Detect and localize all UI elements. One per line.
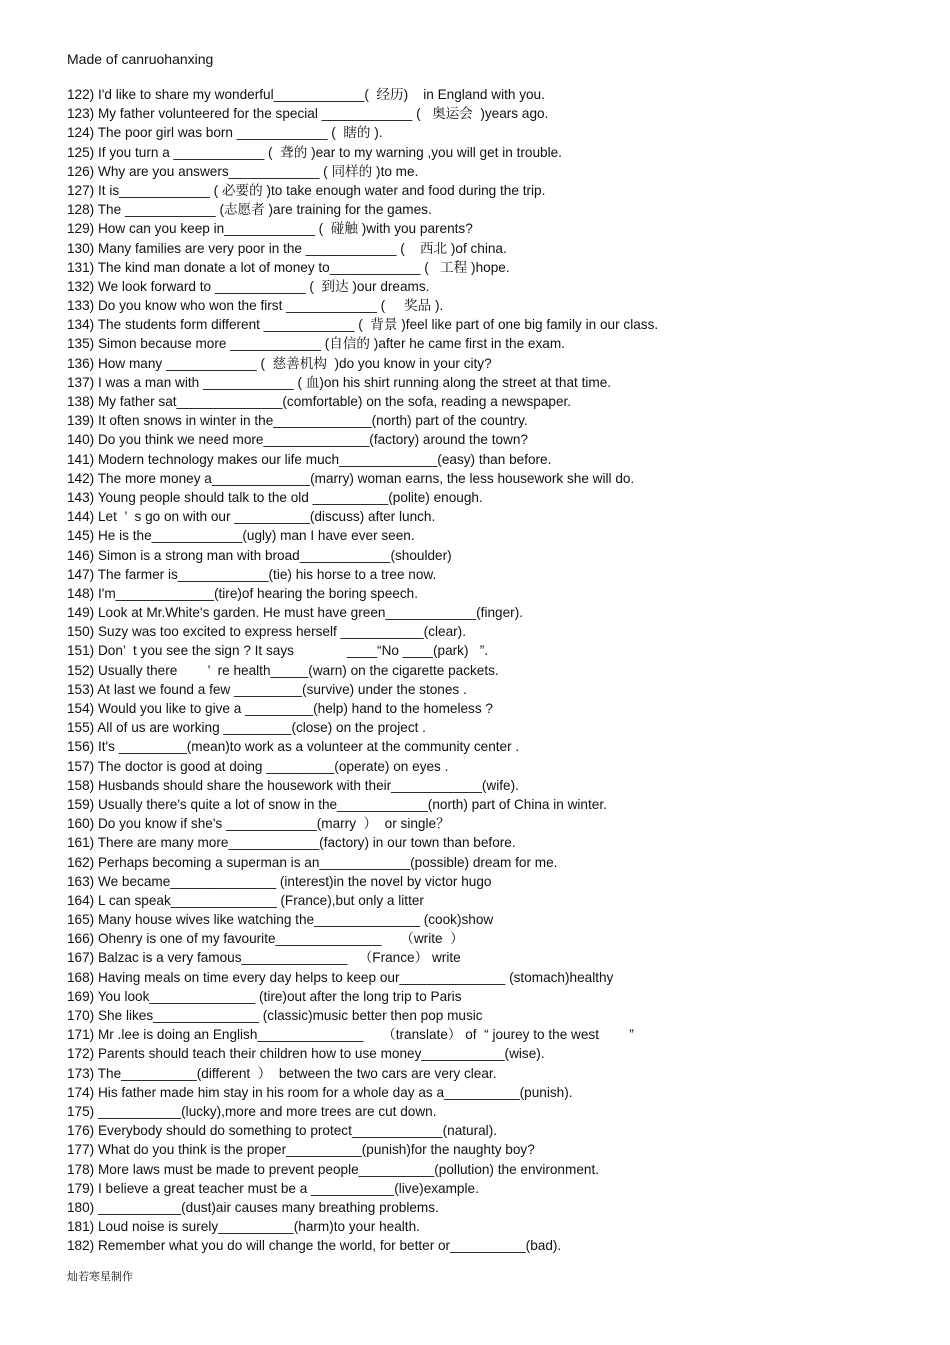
exercise-line: 171) Mr .lee is doing an English______________ （translate） of “ jourey to the west ” bbox=[67, 1027, 634, 1043]
exercise-line: 179) I believe a great teacher must be a ___________(live)example. bbox=[67, 1180, 479, 1196]
exercise-line: 124) The poor girl was born ____________ ( 瞎的 ). bbox=[67, 125, 383, 141]
exercise-line: 132) We look forward to ____________ ( 到达 )our dreams. bbox=[67, 278, 430, 294]
exercise-line: 141) Modern technology makes our life much_____________(easy) than before. bbox=[67, 451, 552, 467]
exercise-line: 138) My father sat______________(comfortable) on the sofa, reading a newspaper. bbox=[67, 394, 572, 409]
exercise-line: 163) We became______________ (interest)in the novel by victor hugo bbox=[67, 873, 492, 889]
exercise-line: 180) ___________(dust)air causes many breathing problems. bbox=[67, 1199, 439, 1215]
exercise-line: 162) Perhaps becoming a superman is an____________(possible) dream for me. bbox=[67, 854, 558, 870]
exercise-line: 153) At last we found a few _________(survive) under the stones . bbox=[67, 681, 467, 697]
exercise-line: 155) All of us are working _________(close) on the project . bbox=[67, 720, 426, 736]
exercise-line: 145) He is the____________(ugly) man I have ever seen. bbox=[67, 528, 415, 544]
exercise-line: 169) You look______________ (tire)out after the long trip to Paris bbox=[67, 988, 462, 1004]
exercise-line: 166) Ohenry is one of my favourite______________ （write ） bbox=[67, 931, 464, 947]
exercise-line: 142) The more money a_____________(marry) woman earns, the less housework she will do. bbox=[67, 470, 635, 486]
exercise-line: 133) Do you know who won the first ____________ ( 奖品 ). bbox=[67, 298, 444, 314]
page-footer: 灿若寒星制作 bbox=[67, 1270, 133, 1283]
exercise-line: 126) Why are you answers____________ ( 同样的 )to me. bbox=[67, 163, 419, 179]
exercise-line: 137) I was a man with ____________ ( 血)on his shirt running along the street at that time. bbox=[67, 374, 612, 390]
exercise-line: 175) ___________(lucky),more and more trees are cut down. bbox=[67, 1103, 437, 1119]
exercise-line: 123) My father volunteered for the special ____________ ( 奥运会 )years ago. bbox=[67, 106, 549, 122]
exercise-line: 139) It often snows in winter in the_____________(north) part of the country. bbox=[67, 413, 528, 429]
exercise-line: 182) Remember what you do will change the world, for better or__________(bad). bbox=[67, 1238, 562, 1254]
page-header: Made of canruohanxing bbox=[67, 51, 214, 67]
exercise-line: 178) More laws must be made to prevent people__________(pollution) the environment. bbox=[67, 1161, 599, 1177]
exercise-line: 158) Husbands should share the housework with their____________(wife). bbox=[67, 777, 519, 793]
exercise-line: 146) Simon is a strong man with broad____________(shoulder) bbox=[67, 547, 452, 563]
exercise-line: 154) Would you like to give a _________(help) hand to the homeless ? bbox=[67, 701, 493, 716]
exercise-line: 168) Having meals on time every day helps to keep our______________ (stomach)healthy bbox=[67, 969, 614, 985]
exercise-line: 167) Balzac is a very famous______________ （France） write bbox=[67, 950, 461, 966]
exercise-line: 172) Parents should teach their children how to use money___________(wise). bbox=[67, 1046, 545, 1062]
exercise-line: 148) I'm_____________(tire)of hearing the boring speech. bbox=[67, 585, 418, 601]
exercise-line: 134) The students form different ____________ ( 背景 )feel like part of one big family in our class. bbox=[67, 317, 659, 333]
exercise-line: 143) Young people should talk to the old __________(polite) enough. bbox=[67, 489, 483, 505]
exercise-line: 170) She likes______________ (classic)music better then pop music bbox=[67, 1008, 483, 1023]
exercise-line: 135) Simon because more ____________ (自信的 )after he came first in the exam. bbox=[67, 336, 565, 352]
exercise-line: 181) Loud noise is surely__________(harm)to your health. bbox=[67, 1219, 420, 1235]
exercise-line: 127) It is____________ ( 必要的 )to take enough water and food during the trip. bbox=[67, 182, 546, 198]
exercise-line: 177) What do you think is the proper__________(punish)for the naughty boy? bbox=[67, 1142, 535, 1158]
exercise-line: 159) Usually there's quite a lot of snow in the____________(north) part of China in winter. bbox=[67, 796, 607, 812]
exercise-line: 174) His father made him stay in his room for a whole day as a__________(punish). bbox=[67, 1084, 573, 1100]
exercise-line: 160) Do you know if she's ____________(marry ） or single？ bbox=[67, 816, 450, 832]
exercise-line: 136) How many ____________ ( 慈善机构 )do you know in your city? bbox=[67, 355, 492, 371]
exercise-line: 150) Suzy was too excited to express herself ___________(clear). bbox=[67, 624, 466, 640]
exercise-line: 164) L can speak______________ (France),but only a litter bbox=[67, 892, 424, 908]
exercise-line: 157) The doctor is good at doing _________(operate) on eyes . bbox=[67, 758, 449, 774]
exercise-line: 152) Usually there ’ re health_____(warn) on the cigarette packets. bbox=[67, 662, 499, 678]
exercise-list bbox=[67, 85, 907, 1255]
exercise-line: 125) If you turn a ____________ ( 聋的 )ear to my warning ,you will get in trouble. bbox=[67, 144, 562, 160]
exercise-line: 129) How can you keep in____________ ( 碰触 )with you parents? bbox=[67, 221, 473, 237]
exercise-line: 156) It's _________(mean)to work as a volunteer at the community center . bbox=[67, 739, 520, 755]
exercise-line: 173) The__________(different ） between the two cars are very clear. bbox=[67, 1065, 497, 1081]
exercise-line: 165) Many house wives like watching the______________ (cook)show bbox=[67, 912, 494, 928]
exercise-line: 161) There are many more____________(factory) in our town than before. bbox=[67, 835, 516, 851]
exercise-line: 176) Everybody should do something to protect____________(natural). bbox=[67, 1123, 498, 1139]
exercise-line: 147) The farmer is____________(tie) his horse to a tree now. bbox=[67, 566, 437, 582]
exercise-line: 128) The ____________ (志愿者 )are training for the games. bbox=[67, 202, 432, 218]
exercise-line: 149) Look at Mr.White's garden. He must have green____________(finger). bbox=[67, 605, 523, 621]
exercise-line: 151) Don’ t you see the sign ? It says ____“No ____(park) ”. bbox=[67, 643, 489, 659]
exercise-line: 131) The kind man donate a lot of money to____________ ( 工程 )hope. bbox=[67, 259, 510, 275]
exercise-line: 130) Many families are very poor in the ____________ ( 西北 )of china. bbox=[67, 240, 507, 256]
exercise-line: 144) Let ’ s go on with our __________(discuss) after lunch. bbox=[67, 509, 436, 525]
exercise-line: 140) Do you think we need more______________(factory) around the town? bbox=[67, 432, 528, 448]
exercise-line: 122) I'd like to share my wonderful____________( 经历) in England with you. bbox=[67, 87, 545, 102]
